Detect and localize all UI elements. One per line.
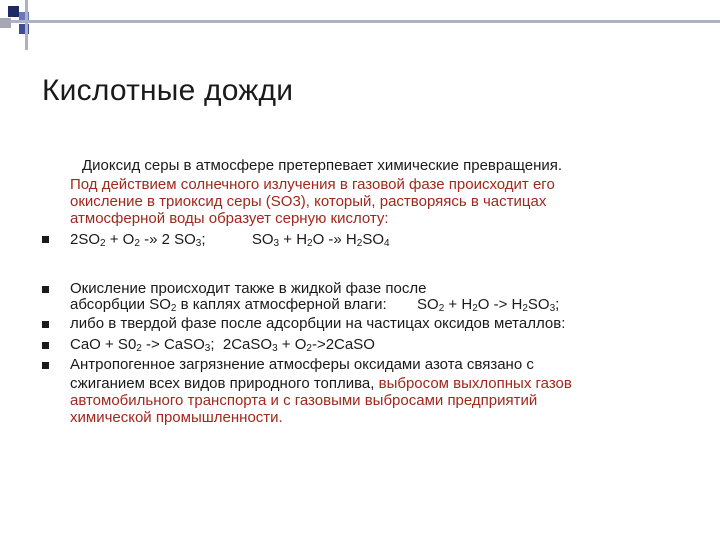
bullet-marker: [42, 342, 49, 349]
bullet-marker: [42, 321, 49, 328]
p2-line-1: Окисление происходит также в жидкой фазе после: [70, 280, 427, 297]
p5-line-3: автомобильного транспорта и с газовыми выбросами предприятий: [70, 392, 538, 409]
p1-line-4: атмосферной воды образует серную кислоту:: [70, 210, 389, 227]
equation-cao-so2: CaO + $S0_2$ -> CaSO$_3$; 2CaSO$_3$ + $O_2->2CaSO$: [70, 336, 375, 354]
p1-line-2: Под действием солнечного излучения в газовой фазе происходит его: [70, 176, 555, 193]
bullet-marker: [42, 286, 49, 293]
p2-line-2: абсорбции $SO_2$ в каплях атмосферной влаги: $SO_2 + H_2O -> H_2SO_3$;: [70, 296, 560, 314]
slide-title: Кислотные дожди: [42, 74, 294, 107]
p5-line-1: Антропогенное загрязнение атмосферы оксидами азота связано с: [70, 356, 534, 373]
p3-line-1: либо в твердой фазе после адсорбции на частицах оксидов металлов:: [70, 315, 566, 332]
p5-line-2: сжиганием всех видов природного топлива, выбросом выхлопных газов: [70, 375, 572, 392]
p1-line-1: Диоксид серы в атмосфере претерпевает химические превращения.: [82, 157, 563, 174]
bullet-marker: [42, 362, 49, 369]
p1-line-3: окисление в триоксид серы (SO3), который, растворяясь в частицах: [70, 193, 547, 210]
equation-so2-oxidation: $2SO_2 + O_2$ -» 2 $SO_3$; $SO_3 + H_2O$ -» $H_2SO_4$: [70, 231, 390, 249]
p5-line-4: химической промышленности.: [70, 409, 283, 426]
bullet-marker: [42, 236, 49, 243]
